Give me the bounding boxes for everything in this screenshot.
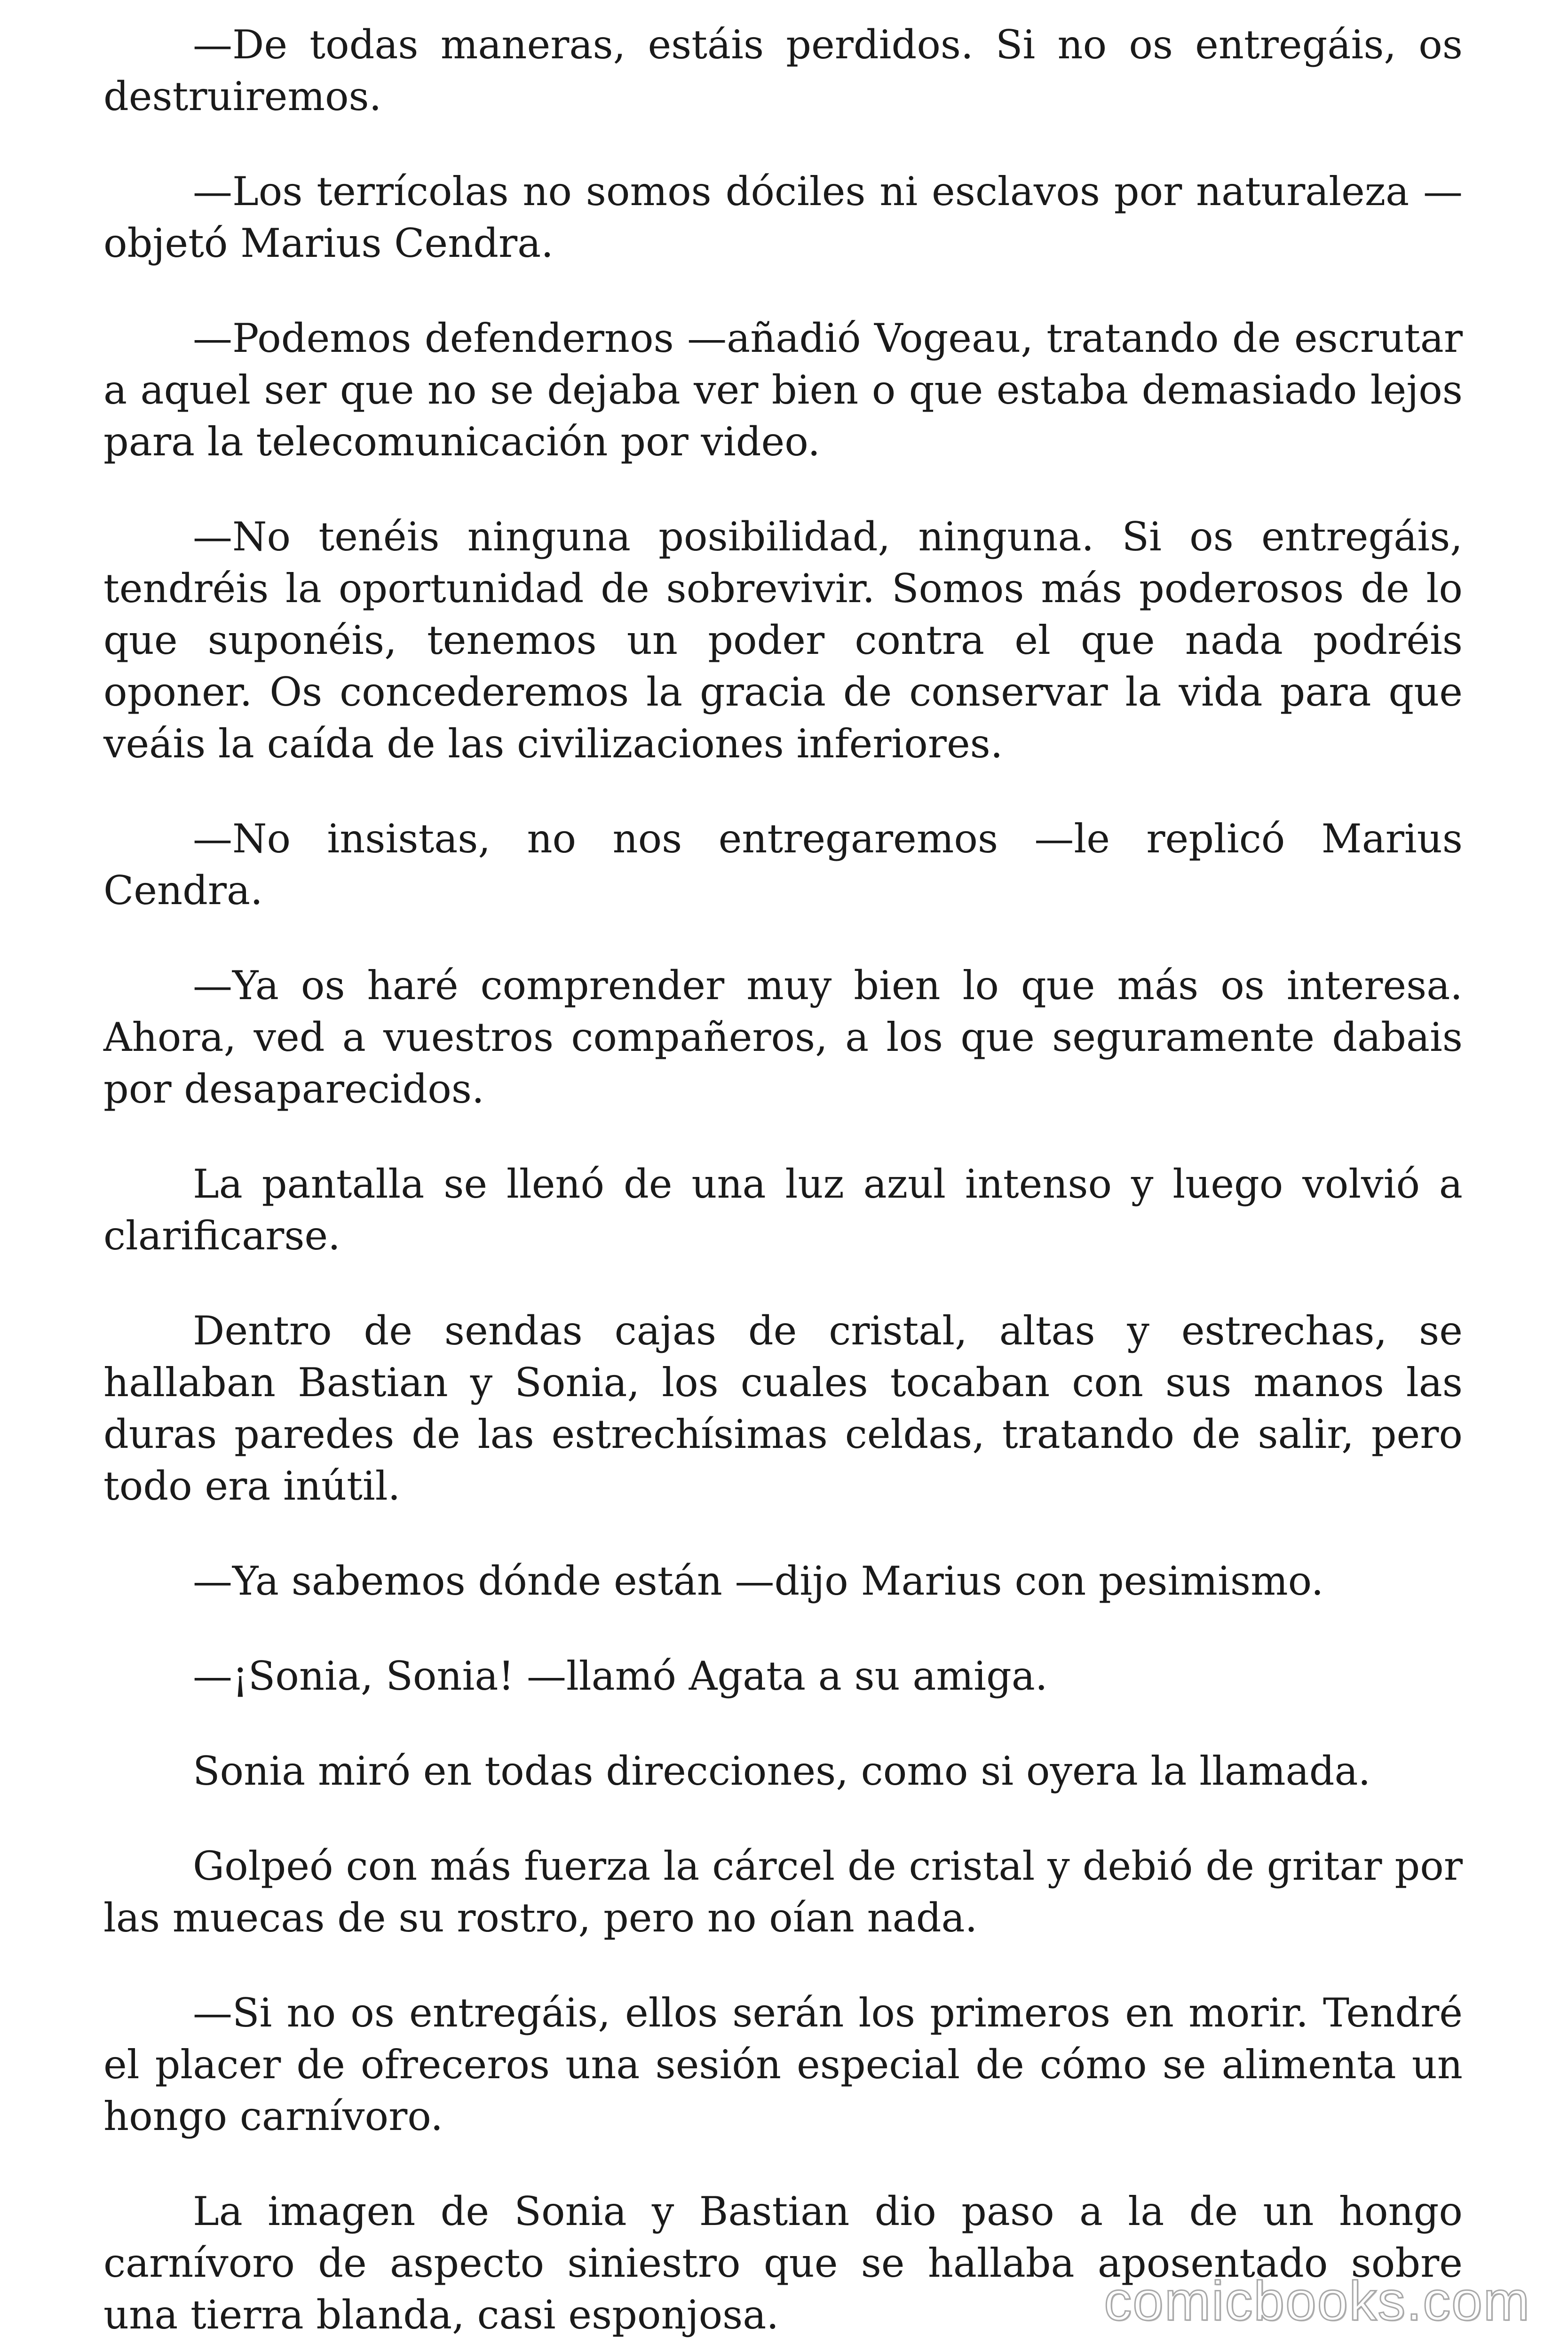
site-watermark: comicbooks.com [1104,2270,1530,2332]
paragraph-12: Golpeó con más fuerza la cárcel de cristal y debió de gritar por las muecas de su rostro, pero no oían nada. [103,1843,1463,1941]
paragraph-10: —¡Sonia, Sonia! —llamó Agata a su amiga. [193,1653,1048,1699]
paragraph-9: —Ya sabemos dónde están —dijo Marius con pesimismo. [193,1558,1324,1604]
paragraph-13: —Si no os entregáis, ellos serán los primeros en morir. Tendré el placer de ofreceros una sesión especial de cómo se alimenta un hongo carnívoro. [103,1990,1463,2139]
paragraph-1: —De todas maneras, estáis perdidos. Si no os entregáis, os destruiremos. [103,22,1463,119]
paragraph-2: —Los terrícolas no somos dóciles ni esclavos por naturaleza —objetó Marius Cendra. [103,168,1463,266]
paragraph-3: —Podemos defendernos —añadió Vogeau, tratando de escrutar a aquel ser que no se dejaba ver bien o que estaba demasiado lejos para la telecomunicación por video. [103,315,1463,465]
paragraph-8: Dentro de sendas cajas de cristal, altas y estrechas, se hallaban Bastian y Sonia, los cuales tocaban con sus manos las duras paredes de las estrechísimas celdas, tratando de salir, pero todo era inútil. [103,1308,1463,1509]
paragraph-5: —No insistas, no nos entregaremos —le replicó Marius Cendra. [103,816,1463,914]
paragraph-4: —No tenéis ninguna posibilidad, ninguna. Si os entregáis, tendréis la oportunidad de sobrevivir. Somos más poderosos de lo que suponéis, tenemos un poder contra el que nada podréis oponer. Os concederemos la gracia de conservar la vida para que veáis la caída de las civilizaciones inferiores. [103,514,1463,767]
book-page [103,19,1463,2352]
paragraph-7: La pantalla se llenó de una luz azul intenso y luego volvió a clarificarse. [103,1161,1463,1259]
paragraph-14: La imagen de Sonia y Bastian dio paso a la de un hongo carnívoro de aspecto siniestro que se hallaba aposentado sobre una tierra blanda, casi esponjosa. [103,2188,1463,2338]
paragraph-11: Sonia miró en todas direcciones, como si oyera la llamada. [193,1748,1371,1794]
paragraph-6: —Ya os haré comprender muy bien lo que más os interesa. Ahora, ved a vuestros compañeros, a los que seguramente dabais por desaparecidos. [103,962,1463,1112]
